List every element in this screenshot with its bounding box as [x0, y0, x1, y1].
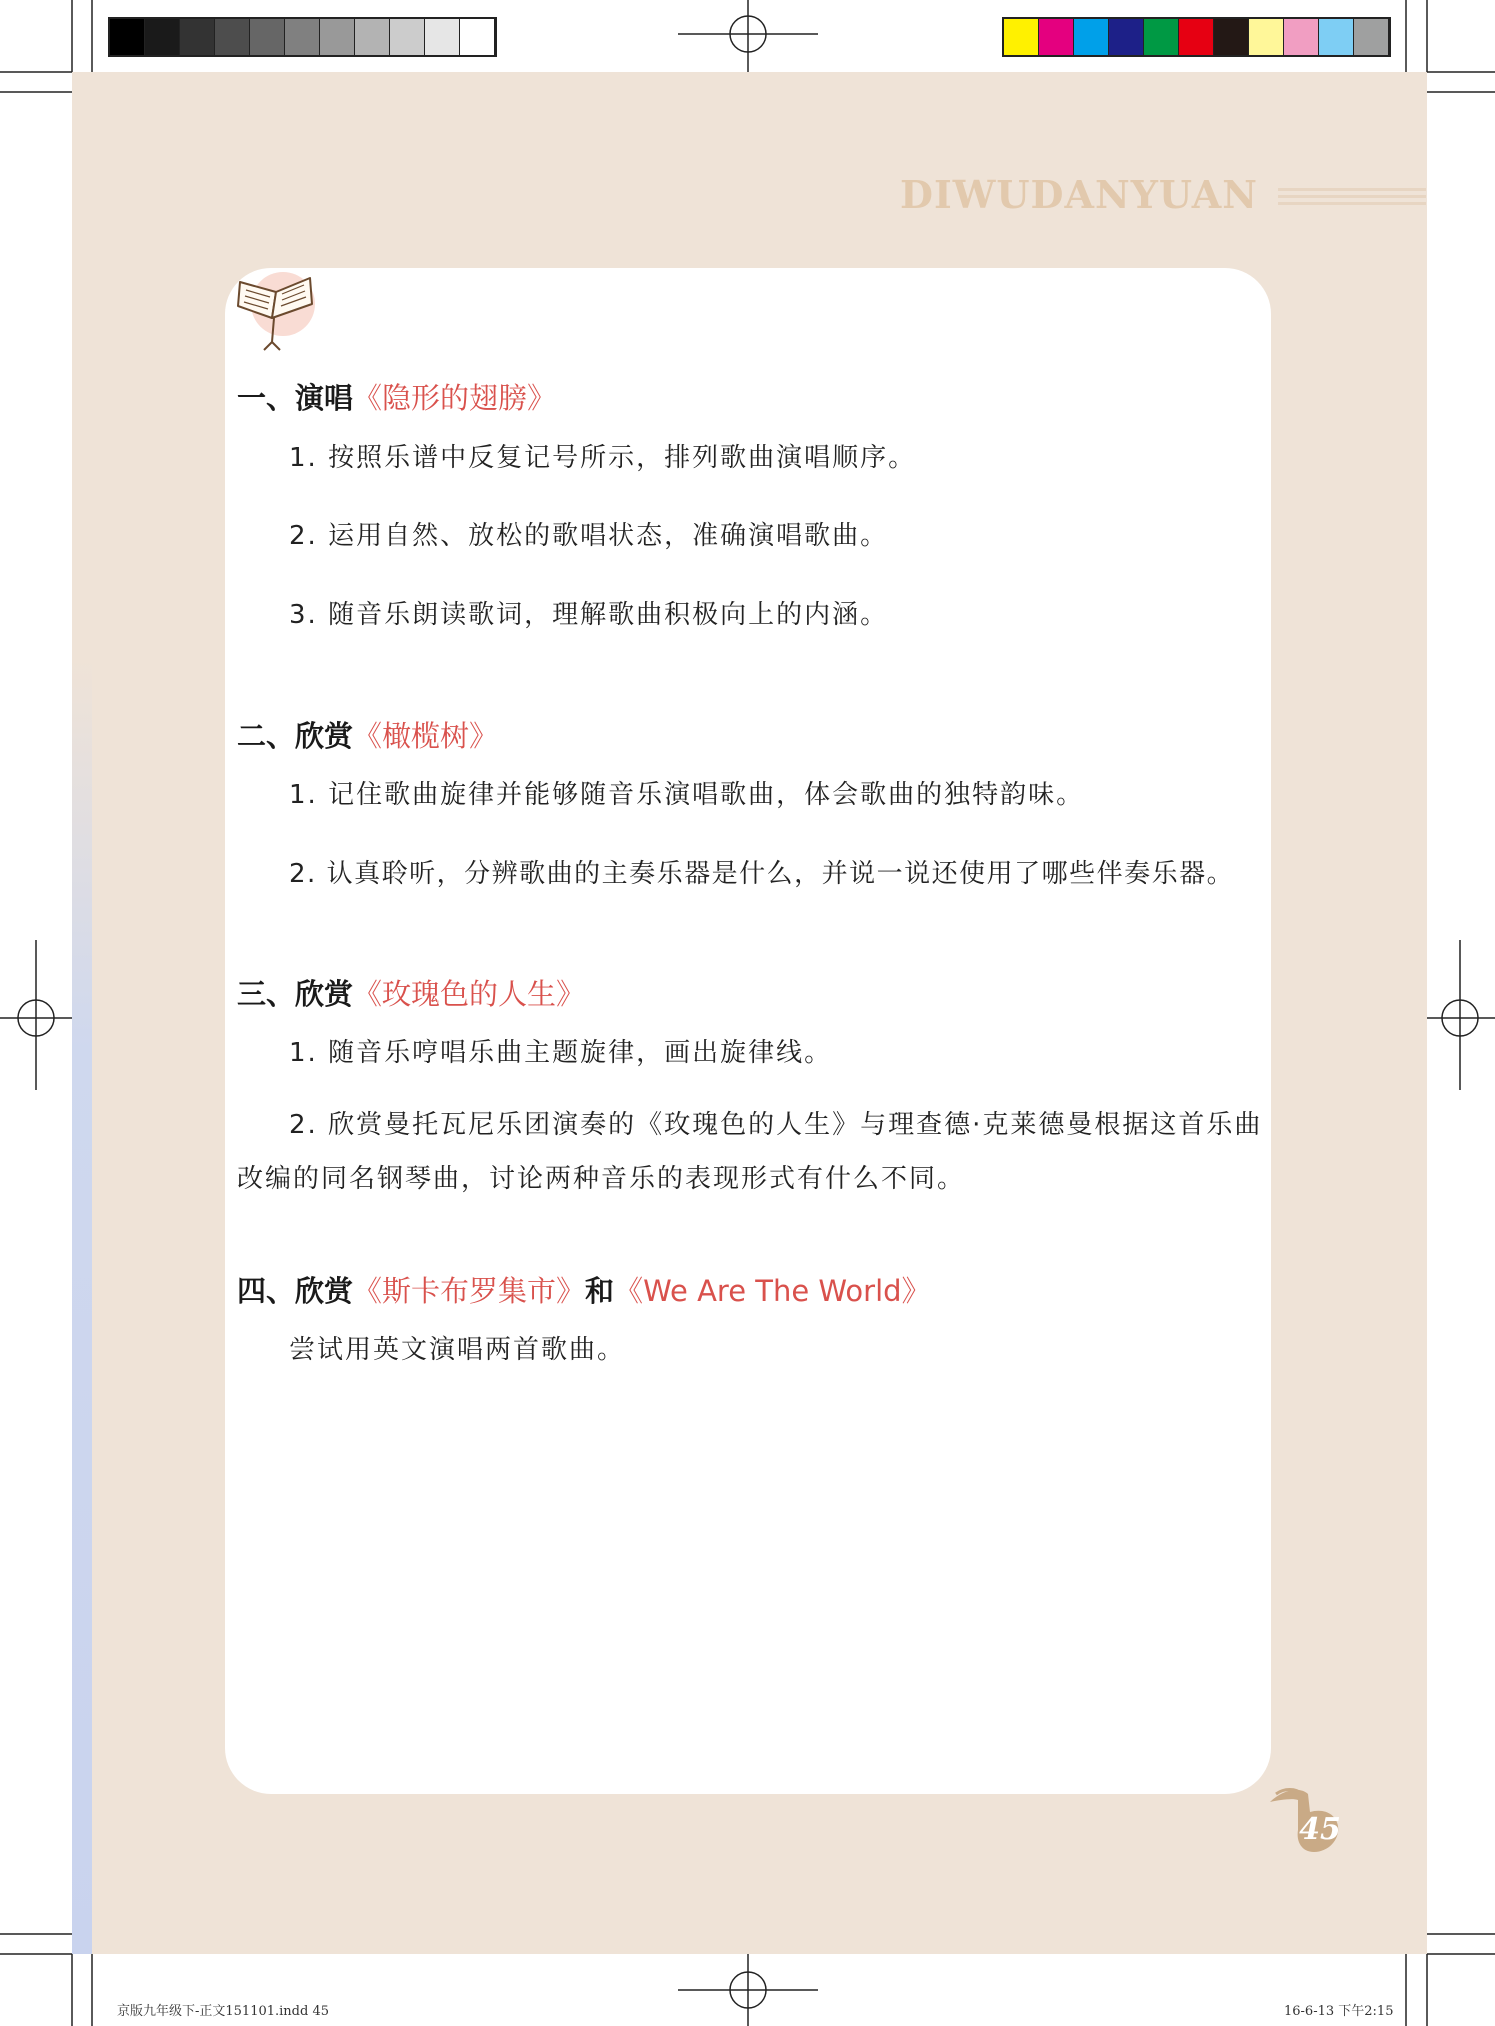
section-2-heading [237, 714, 498, 755]
section-4-conjunction: 和 [585, 1274, 615, 1308]
section-4-number: 四、 [237, 1274, 296, 1308]
section-1-item-1: 1. 按照乐谱中反复记号所示，排列歌曲演唱顺序。 [289, 443, 917, 473]
open-book-icon [228, 262, 328, 354]
unit-header-word: DIWUDANYUAN [900, 172, 1259, 217]
section-4-item-1: 尝试用英文演唱两首歌曲。 [289, 1335, 626, 1365]
section-3-heading [237, 972, 585, 1013]
section-3-item-1: 1. 随音乐哼唱乐曲主题旋律，画出旋律线。 [289, 1038, 833, 1068]
section-3-song-title: 《玫瑰色的人生》 [353, 977, 586, 1011]
section-1-song-title: 《隐形的翅膀》 [353, 381, 557, 415]
section-3-item-2: 2. 欣赏曼托瓦尼乐团演奏的《玫瑰色的人生》与理查德·克莱德曼根据这首乐曲改编的同名钢琴曲，讨论两种音乐的表现形式有什么不同。 [237, 1110, 1263, 1194]
section-4-song-title-2: 《We Are The World》 [614, 1274, 931, 1308]
section-2-item-1: 1. 记住歌曲旋律并能够随音乐演唱歌曲，体会歌曲的独特韵味。 [289, 780, 1085, 810]
section-1-item-2: 2. 运用自然、放松的歌唱状态，准确演唱歌曲。 [289, 521, 889, 551]
section-2-song-title: 《橄榄树》 [353, 719, 499, 753]
footer-timestamp: 16-6-13 下午2:15 [1284, 2004, 1394, 2019]
section-2-item-2: 2. 认真聆听，分辨歌曲的主奏乐器是什么，并说一说还使用了哪些伴奏乐器。 [289, 859, 1235, 889]
section-4-song-title-1: 《斯卡布罗集市》 [353, 1274, 586, 1308]
page-number: 45 [1299, 1812, 1341, 1847]
section-1-verb: 演唱 [295, 381, 354, 415]
section-3-number: 三、 [237, 977, 296, 1011]
section-1-heading [237, 376, 556, 417]
section-1-item-3: 3. 随音乐朗读歌词，理解歌曲积极向上的内涵。 [289, 600, 889, 630]
content-card [225, 268, 1271, 1794]
header-decoration-lines [1278, 188, 1426, 209]
section-3-verb: 欣赏 [295, 977, 354, 1011]
section-2-number: 二、 [237, 719, 296, 753]
section-4-verb: 欣赏 [295, 1274, 354, 1308]
section-4-heading [237, 1269, 931, 1310]
section-1-number: 一、 [237, 381, 296, 415]
footer-file-info: 京版九年级下-正文151101.indd 45 [117, 2004, 329, 2019]
section-2-verb: 欣赏 [295, 719, 354, 753]
